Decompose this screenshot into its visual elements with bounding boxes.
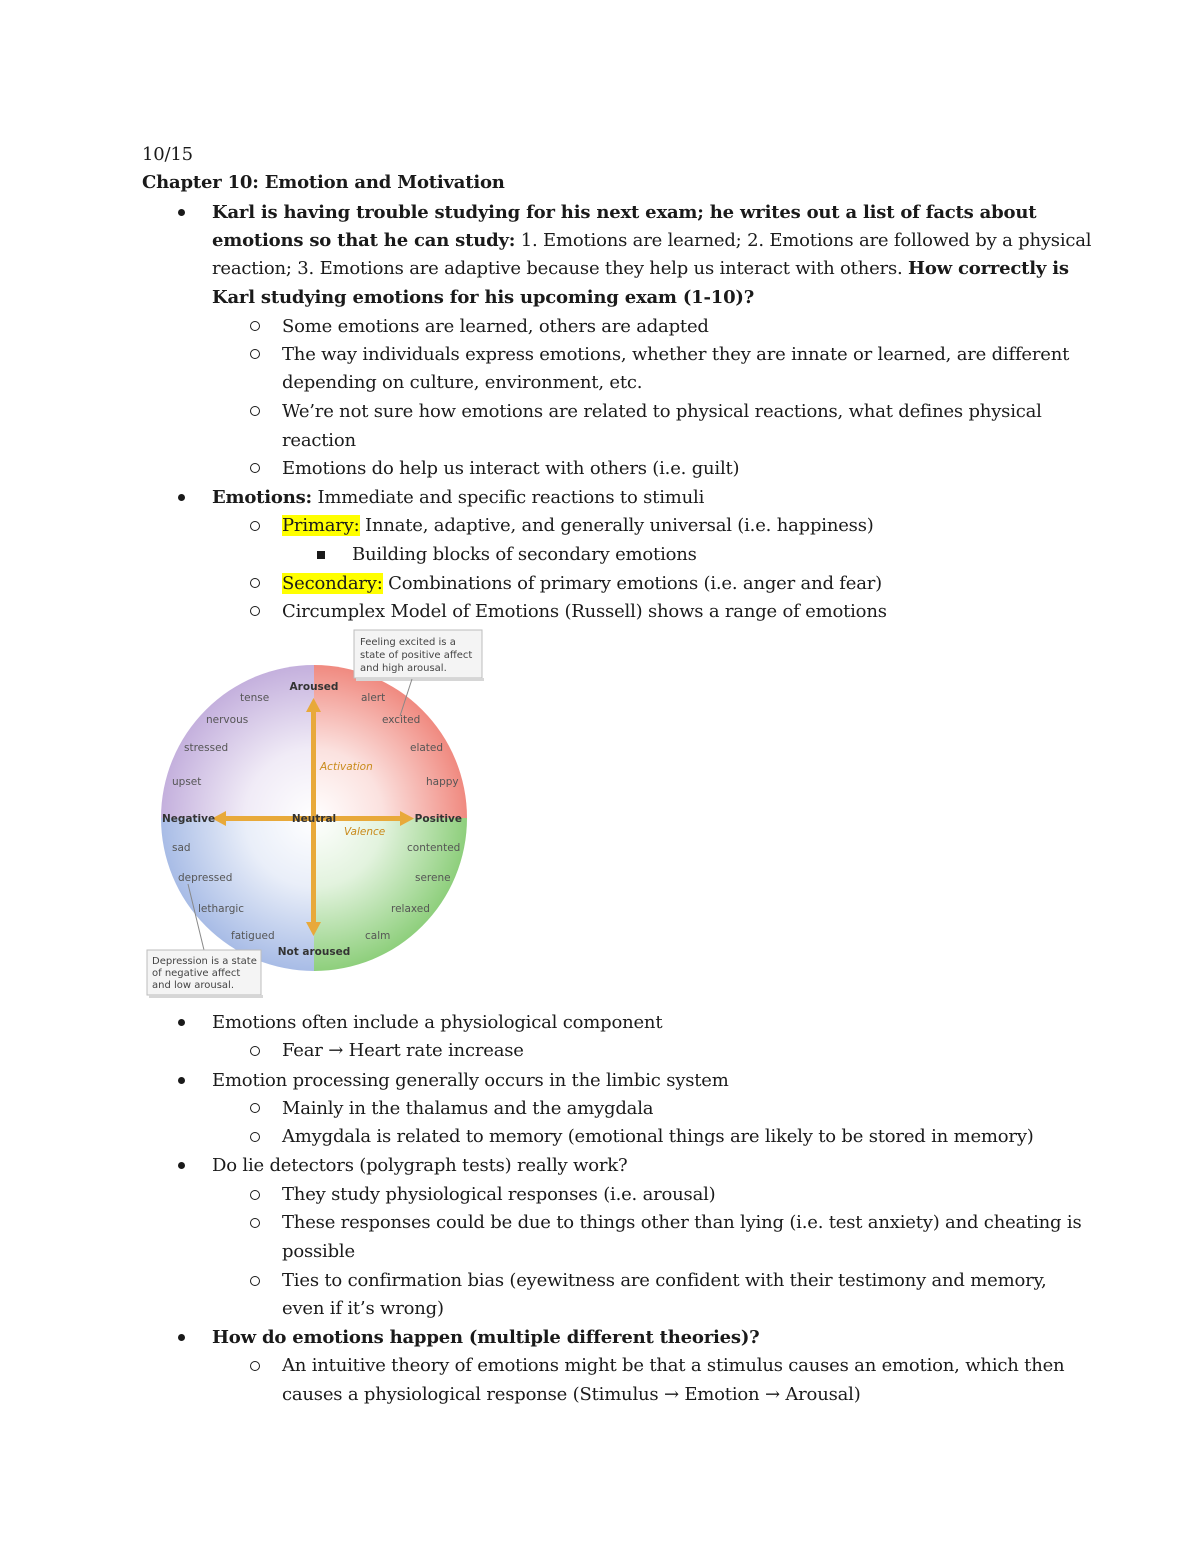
- limbic-main: Emotion processing generally occurs in the limbic system: [212, 1070, 729, 1091]
- word-depressed: depressed: [178, 872, 233, 884]
- bullet-dot: [178, 1077, 185, 1084]
- word-tense: tense: [240, 692, 270, 704]
- word-lethargic: lethargic: [198, 903, 245, 915]
- circumplex-line: Circumplex Model of Emotions (Russell) shows a range of emotions: [282, 601, 887, 622]
- sub-bullet: [250, 1276, 260, 1286]
- secondary-label: Secondary:: [282, 573, 383, 594]
- q1-facts-b: reaction; 3. Emotions are adaptive because they help us interact with others.: [212, 258, 909, 279]
- lie-sub-3: Ties to confirmation bias (eyewitness are confident with their testimony and memory,: [282, 1270, 1047, 1291]
- sub-bullet: [250, 578, 260, 588]
- primary-label: Primary:: [282, 515, 360, 536]
- physio-main: Emotions often include a physiological component: [212, 1012, 663, 1033]
- word-alert: alert: [361, 692, 386, 704]
- bullet-dot: [178, 209, 185, 216]
- label-positive: Positive: [414, 813, 462, 825]
- q1-line-1: Karl is having trouble studying for his next exam; he writes out a list of facts about: [212, 202, 1037, 223]
- bullet-dot: [178, 1162, 185, 1169]
- physio-sub: Fear → Heart rate increase: [282, 1040, 524, 1061]
- q1-line-2: [212, 227, 1091, 255]
- q1-facts-a: 1. Emotions are learned; 2. Emotions are followed by a physical: [515, 230, 1092, 251]
- sub-bullet: [250, 1046, 260, 1056]
- word-happy: happy: [426, 776, 459, 788]
- date: 10/15: [142, 144, 193, 165]
- sub-bullet: [250, 406, 260, 416]
- circumplex-diagram: [144, 628, 494, 1000]
- sub-bullet: [250, 521, 260, 531]
- word-calm: calm: [365, 930, 391, 942]
- limbic-sub-1: Mainly in the thalamus and the amygdala: [282, 1098, 654, 1119]
- word-fatigued: fatigued: [231, 930, 275, 942]
- label-valence: Valence: [344, 826, 386, 838]
- word-contented: contented: [407, 842, 461, 854]
- word-stressed: stressed: [184, 742, 229, 754]
- bullet-dot: [178, 1334, 185, 1341]
- sub-bullet: [250, 349, 260, 359]
- sub-bullet: [250, 463, 260, 473]
- callout-bottom-line-2: of negative affect: [152, 968, 241, 979]
- word-sad: sad: [172, 842, 191, 854]
- sub-bullet: [250, 1218, 260, 1228]
- emotions-label: Emotions:: [212, 487, 312, 508]
- callout-top-line-2: state of positive affect: [360, 650, 473, 661]
- callout-bottom-line-1: Depression is a state: [152, 956, 257, 967]
- word-serene: serene: [415, 872, 451, 884]
- q1-sub-1: Some emotions are learned, others are adapted: [282, 316, 709, 337]
- limbic-sub-2: Amygdala is related to memory (emotional things are likely to be stored in memory): [282, 1126, 1034, 1147]
- callout-top-line-3: and high arousal.: [360, 663, 447, 674]
- sub-bullet: [250, 1190, 260, 1200]
- primary-text: Innate, adaptive, and generally universal (i.e. happiness): [359, 515, 874, 536]
- bullet-dot: [178, 494, 185, 501]
- emotions-definition: Immediate and specific reactions to stimuli: [312, 487, 705, 508]
- bullet-dot: [178, 1019, 185, 1026]
- q1-question-b: Karl studying emotions for his upcoming exam (1-10)?: [212, 287, 755, 308]
- label-activation: Activation: [320, 761, 373, 773]
- lie-main: Do lie detectors (polygraph tests) really work?: [212, 1155, 628, 1176]
- label-negative: Negative: [162, 813, 216, 825]
- label-not-aroused: Not aroused: [277, 946, 351, 958]
- sub-bullet: [250, 1132, 260, 1142]
- callout-top-line-1: Feeling excited is a: [360, 637, 456, 648]
- sub-bullet: [250, 606, 260, 616]
- sub-bullet: [250, 321, 260, 331]
- secondary-line: [282, 570, 882, 598]
- lie-sub-3-cont: even if it’s wrong): [282, 1298, 444, 1319]
- building-blocks: Building blocks of secondary emotions: [352, 544, 697, 565]
- label-neutral: Neutral: [291, 813, 337, 825]
- word-upset: upset: [172, 776, 202, 788]
- word-elated: elated: [410, 742, 444, 754]
- q1-sub-2-cont: depending on culture, environment, etc.: [282, 372, 643, 393]
- lie-sub-2-cont: possible: [282, 1241, 355, 1262]
- word-nervous: nervous: [206, 714, 249, 726]
- sub-bullet: [250, 1103, 260, 1113]
- q1-sub-3-cont: reaction: [282, 430, 356, 451]
- emotions-line: [212, 484, 704, 512]
- q1-bold-prompt: emotions so that he can study:: [212, 230, 516, 251]
- lie-sub-1: They study physiological responses (i.e. arousal): [282, 1184, 716, 1205]
- secondary-text: Combinations of primary emotions (i.e. anger and fear): [382, 573, 882, 594]
- theory-sub-1: An intuitive theory of emotions might be that a stimulus causes an emotion, which then: [282, 1355, 1065, 1376]
- theory-sub-1-cont: causes a physiological response (Stimulus → Emotion → Arousal): [282, 1384, 861, 1405]
- primary-line: [282, 512, 874, 540]
- word-excited: excited: [382, 714, 421, 726]
- word-relaxed: relaxed: [391, 903, 430, 915]
- callout-bottom-line-3: and low arousal.: [152, 980, 235, 991]
- chapter-title: Chapter 10: Emotion and Motivation: [142, 172, 505, 193]
- q1-line-3: [212, 255, 1069, 283]
- theory-main: How do emotions happen (multiple different theories)?: [212, 1327, 760, 1348]
- lie-sub-2: These responses could be due to things other than lying (i.e. test anxiety) and cheating is: [282, 1212, 1082, 1233]
- square-bullet: [317, 551, 325, 559]
- label-aroused: Aroused: [289, 681, 339, 693]
- q1-sub-4: Emotions do help us interact with others (i.e. guilt): [282, 458, 740, 479]
- sub-bullet: [250, 1361, 260, 1371]
- q1-question-a: How correctly is: [908, 258, 1069, 279]
- q1-sub-2: The way individuals express emotions, whether they are innate or learned, are different: [282, 344, 1070, 365]
- q1-sub-3: We’re not sure how emotions are related to physical reactions, what defines physical: [282, 401, 1042, 422]
